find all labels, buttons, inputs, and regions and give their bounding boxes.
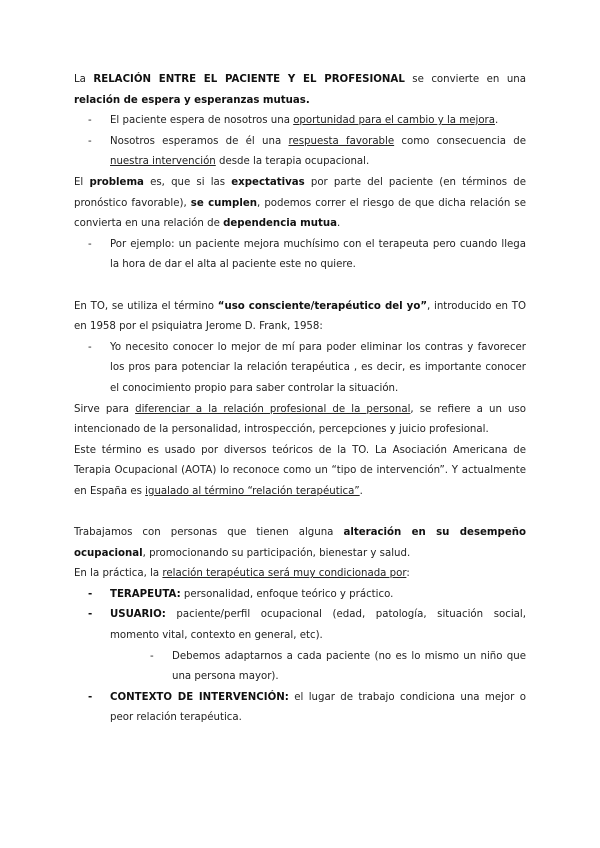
- underlined-text: nuestra intervención: [110, 156, 216, 168]
- text: .: [359, 485, 363, 497]
- paragraph-sirve-para: [74, 400, 526, 441]
- text: desde la terapia ocupacional.: [215, 156, 370, 168]
- bold-text: RELACIÓN ENTRE EL PACIENTE Y EL PROFESIONAL: [93, 74, 405, 85]
- text: , promocionando su participación, bienestar y salud.: [142, 547, 411, 559]
- underlined-text: relación terapéutica será muy condicionada por: [162, 568, 407, 580]
- underlined-text: oportunidad para el cambio y la mejora: [293, 115, 495, 127]
- list-item: [74, 338, 526, 400]
- text: En la práctica, la: [74, 568, 163, 580]
- text: Nosotros esperamos de él una: [110, 135, 289, 147]
- bullet-dash: -: [88, 588, 93, 600]
- bold-text: alteración en su desempeño ocupacional: [74, 527, 526, 559]
- text: Este término es usado por diversos teóricos de la TO. La Asociación Americana de Terapia Ocupacional (AOTA) lo reconoce como un “tipo de intervención”. Y actualmente en España es: [74, 444, 526, 497]
- spacer: [74, 502, 526, 523]
- bold-text: relación de espera y esperanzas mutuas.: [74, 94, 310, 106]
- text: personalidad, enfoque teórico y práctico.: [180, 588, 394, 600]
- underlined-text: respuesta favorable: [288, 135, 395, 147]
- paragraph-uso-consciente: [74, 297, 526, 338]
- bullet-dash: -: [88, 238, 92, 250]
- text: , podemos correr el riesgo de que dicha relación se convierta en una relación de: [74, 197, 526, 230]
- paragraph-trabajamos: [74, 523, 526, 564]
- text: se convierte en una: [404, 74, 526, 85]
- spacer: [74, 276, 526, 297]
- bold-text: dependencia mutua: [223, 218, 338, 230]
- bold-text: CONTEXTO DE INTERVENCIÓN:: [110, 691, 289, 703]
- bullet-dash: -: [88, 115, 92, 127]
- bold-text: USUARIO:: [110, 609, 166, 621]
- text: paciente/perfil ocupacional (edad, patología, situación social, momento vital, contexto en general, etc).: [110, 609, 526, 642]
- list-item-contexto: [74, 688, 526, 729]
- bullet-dash: -: [88, 609, 93, 621]
- text: En TO, se utiliza el término: [74, 300, 218, 312]
- bold-text: se cumplen: [190, 197, 257, 209]
- bold-text: expectativas: [231, 176, 305, 188]
- text: es, que si las: [143, 176, 232, 188]
- bold-text: TERAPEUTA:: [110, 588, 181, 600]
- underlined-text: diferenciar a la relación profesional de la personal: [135, 403, 411, 415]
- paragraph-problem: [74, 173, 526, 235]
- paragraph-relation-intro: [74, 70, 526, 111]
- bold-text: problema: [89, 176, 144, 188]
- text: Trabajamos con personas que tienen alguna: [74, 527, 344, 539]
- list-item: [74, 111, 526, 132]
- list-item: [74, 235, 526, 276]
- text: El paciente espera de nosotros una: [110, 115, 294, 127]
- text: Debemos adaptarnos a cada paciente (no es lo mismo un niño que una persona mayor).: [172, 650, 526, 683]
- bold-text: “uso consciente/terapéutico del yo”: [217, 300, 428, 312]
- paragraph-aota: [74, 441, 526, 503]
- text: La: [74, 74, 94, 85]
- paragraph-en-la-practica: [74, 564, 526, 585]
- text: el lugar de trabajo condiciona una mejor o peor relación terapéutica.: [110, 691, 526, 724]
- text: .: [494, 115, 499, 127]
- text: Yo necesito conocer lo mejor de mí para poder eliminar los contras y favorecer los pros para potenciar la relación terapéutica , es decir, es importante conocer el conocimiento propio para saber controlar la situación.: [110, 341, 526, 394]
- list-item: [74, 132, 526, 173]
- text: Por ejemplo: un paciente mejora muchísimo con el terapeuta pero cuando llega la hora de dar el alta al paciente este no quiere.: [110, 238, 526, 271]
- bullet-dash: -: [88, 341, 92, 353]
- list-item-terapeuta: [74, 585, 526, 606]
- bullet-dash: -: [150, 650, 154, 662]
- text: El: [74, 176, 90, 188]
- text: :: [406, 568, 410, 580]
- text: como consecuencia de: [394, 135, 527, 147]
- text: , introducido en TO en 1958 por el psiquiatra Jerome D. Frank, 1958:: [74, 300, 526, 333]
- sub-list-item: [74, 647, 526, 688]
- text: Sirve para: [74, 403, 136, 415]
- bullet-dash: -: [88, 691, 93, 703]
- bullet-dash: -: [88, 135, 92, 147]
- text: , se refiere a un uso intencionado de la personalidad, introspección, percepciones y juicio profesional.: [74, 403, 526, 436]
- text: por parte del paciente (en términos de pronóstico favorable),: [74, 176, 526, 209]
- text: .: [337, 218, 341, 230]
- list-item-usuario: [74, 605, 526, 646]
- underlined-text: igualado al término “relación terapéutica”: [145, 485, 360, 497]
